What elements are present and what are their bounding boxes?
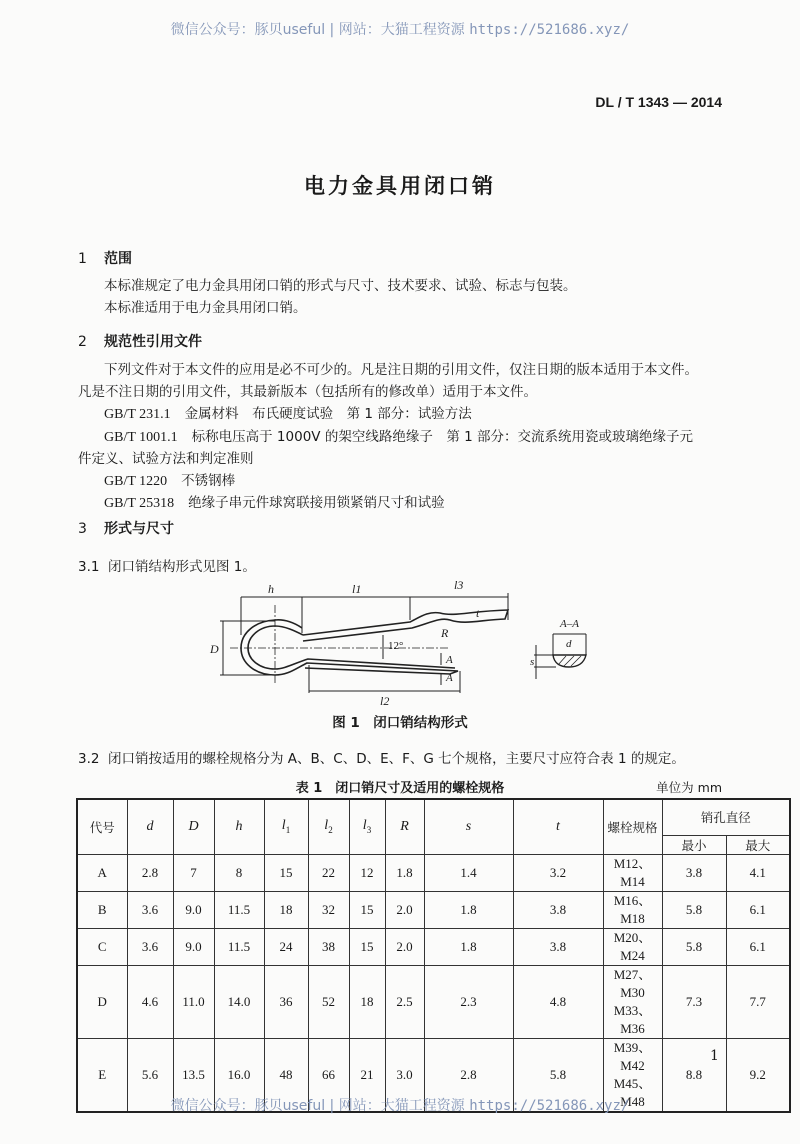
code-cell: E — [77, 1038, 127, 1112]
column-header: $l_2$ — [308, 799, 349, 854]
reference-continuation: 件定义、试验方法和判定准则 — [78, 451, 254, 467]
clause-number: 3.1 — [78, 559, 100, 575]
value-cell: 12 — [349, 854, 385, 891]
clause-number: 3.2 — [78, 751, 100, 767]
value-cell: 2.8 — [424, 1038, 513, 1112]
section-number: 1 — [78, 251, 87, 267]
value-cell: 1.8 — [424, 928, 513, 965]
bolt-spec: M39、M42 — [613, 1039, 652, 1073]
value-cell: 7.3 — [662, 965, 726, 1038]
table-row — [77, 965, 790, 1038]
bolt-spec: M45、M48 — [613, 1075, 652, 1109]
value-cell: 2.0 — [385, 928, 424, 965]
reference-item — [104, 402, 472, 423]
value-cell: 48 — [264, 1038, 308, 1112]
label-d-outer: D — [210, 642, 219, 656]
sub-header: 最大 — [726, 835, 790, 854]
reference-title: 绝缘子串元件球窝联接用锁紧销尺寸和试验 — [188, 495, 445, 511]
bolt-spec-cell — [603, 928, 662, 965]
value-cell: 7 — [173, 854, 214, 891]
value-cell: 5.6 — [127, 1038, 173, 1112]
section-title: 形式与尺寸 — [104, 521, 174, 537]
value-cell: 32 — [308, 891, 349, 928]
code-cell: A — [77, 854, 127, 891]
reference-title: 标称电压高于 1000V 的架空线路绝缘子 第 1 部分：交流系统用瓷或玻璃绝缘子元 — [191, 429, 693, 445]
paragraph: 本标准适用于电力金具用闭口销。 — [104, 300, 307, 316]
value-cell: 15 — [349, 891, 385, 928]
section-number: 2 — [78, 334, 87, 350]
column-header: 代号 — [77, 799, 127, 854]
value-cell: 52 — [308, 965, 349, 1038]
value-cell: 5.8 — [662, 891, 726, 928]
code-cell: B — [77, 891, 127, 928]
label-section-a-bottom: A — [446, 672, 453, 684]
value-cell: 9.0 — [173, 928, 214, 965]
group-header: 销孔直径 — [662, 799, 790, 835]
column-header: $l_3$ — [349, 799, 385, 854]
value-cell: 15 — [264, 854, 308, 891]
value-cell: 2.8 — [127, 854, 173, 891]
bolt-spec: M20、M24 — [613, 929, 652, 963]
value-cell: 8.8 — [662, 1038, 726, 1112]
watermark-url: https://521686.xyz/ — [469, 22, 630, 38]
bolt-spec-cell — [603, 965, 662, 1038]
bolt-spec: M16、M18 — [613, 892, 652, 926]
reference-code: GB/T 1001.1 — [104, 430, 178, 445]
watermark-text: 微信公众号：豚贝useful | 网站：大猫工程资源 — [170, 22, 470, 38]
table-unit: 单位为 mm — [656, 780, 722, 795]
value-cell: 11.5 — [214, 891, 264, 928]
sub-header: 最小 — [662, 835, 726, 854]
value-cell: 24 — [264, 928, 308, 965]
clause-text: 闭口销按适用的螺栓规格分为 A、B、C、D、E、F、G 七个规格，主要尺寸应符合表 1 的规定。 — [108, 751, 685, 767]
label-section-a-top: A — [446, 654, 453, 666]
bolt-spec: M27、M30 — [613, 966, 652, 1000]
value-cell: 11.5 — [214, 928, 264, 965]
value-cell: 9.2 — [726, 1038, 790, 1112]
code-cell: D — [77, 965, 127, 1038]
value-cell: 5.8 — [662, 928, 726, 965]
value-cell: 66 — [308, 1038, 349, 1112]
reference-code: GB/T 1220 — [104, 474, 168, 489]
value-cell: 3.6 — [127, 891, 173, 928]
section-2-heading — [78, 331, 202, 351]
section-title: 规范性引用文件 — [104, 334, 202, 350]
column-header: 螺栓规格 — [603, 799, 662, 854]
pin-outline — [241, 610, 508, 675]
value-cell: 3.6 — [127, 928, 173, 965]
value-cell: 4.6 — [127, 965, 173, 1038]
label-t: t — [476, 606, 480, 620]
clause-3-2 — [78, 747, 685, 767]
column-header: R — [385, 799, 424, 854]
reference-item — [104, 469, 235, 490]
value-cell: 21 — [349, 1038, 385, 1112]
page-number: 1 — [710, 1048, 719, 1064]
document-title: 电力金具用闭口销 — [304, 174, 496, 198]
value-cell: 8 — [214, 854, 264, 891]
label-d: d — [566, 638, 572, 650]
value-cell: 4.1 — [726, 854, 790, 891]
column-header: h — [214, 799, 264, 854]
table-row — [77, 891, 790, 928]
reference-code: GB/T 231.1 — [104, 407, 171, 422]
value-cell: 18 — [264, 891, 308, 928]
label-h: h — [268, 582, 274, 596]
paragraph: 本标准规定了电力金具用闭口销的形式与尺寸、技术要求、试验、标志与包装。 — [104, 278, 577, 294]
label-angle: 12° — [388, 640, 404, 652]
value-cell: 9.0 — [173, 891, 214, 928]
bolt-spec: M12、M14 — [613, 855, 652, 889]
watermark-top — [0, 19, 800, 39]
figure-1-drawing — [200, 575, 620, 715]
value-cell: 16.0 — [214, 1038, 264, 1112]
watermark-bottom — [0, 1095, 800, 1115]
column-header: s — [424, 799, 513, 854]
clause-text: 闭口销结构形式见图 1。 — [108, 559, 256, 575]
value-cell: 3.8 — [662, 854, 726, 891]
label-l3: l3 — [454, 578, 464, 592]
value-cell: 15 — [349, 928, 385, 965]
reference-title: 金属材料 布氏硬度试验 第 1 部分：试验方法 — [184, 406, 472, 422]
reference-item — [104, 425, 693, 446]
dimensions-table — [76, 798, 791, 1113]
value-cell: 2.0 — [385, 891, 424, 928]
code-cell: C — [77, 928, 127, 965]
value-cell: 22 — [308, 854, 349, 891]
table-title: 表 1 闭口销尺寸及适用的螺栓规格 — [295, 781, 505, 796]
value-cell: 3.8 — [513, 891, 603, 928]
column-header: d — [127, 799, 173, 854]
standard-number: DL / T 1343 — 2014 — [595, 94, 722, 110]
value-cell: 1.8 — [424, 891, 513, 928]
value-cell: 36 — [264, 965, 308, 1038]
section-title: 范围 — [104, 251, 132, 267]
value-cell: 3.0 — [385, 1038, 424, 1112]
value-cell: 2.3 — [424, 965, 513, 1038]
section-number: 3 — [78, 521, 87, 537]
value-cell: 13.5 — [173, 1038, 214, 1112]
table-row — [77, 854, 790, 891]
value-cell: 11.0 — [173, 965, 214, 1038]
column-header: t — [513, 799, 603, 854]
paragraph: 下列文件对于本文件的应用是必不可少的。凡是注日期的引用文件，仅注日期的版本适用于本文件。 — [104, 362, 698, 378]
value-cell: 6.1 — [726, 891, 790, 928]
reference-code: GB/T 25318 — [104, 496, 175, 511]
watermark-url: https://521686.xyz/ — [469, 1098, 630, 1114]
paragraph: 凡是不注日期的引用文件，其最新版本（包括所有的修改单）适用于本文件。 — [78, 384, 537, 400]
value-cell: 14.0 — [214, 965, 264, 1038]
bolt-spec-cell — [603, 891, 662, 928]
value-cell: 6.1 — [726, 928, 790, 965]
section-1-heading — [78, 248, 132, 268]
label-l2: l2 — [380, 694, 390, 708]
value-cell: 1.8 — [385, 854, 424, 891]
bolt-spec-cell — [603, 854, 662, 891]
value-cell: 38 — [308, 928, 349, 965]
label-s: s — [530, 656, 535, 668]
figure-caption: 图 1 闭口销结构形式 — [332, 715, 468, 731]
value-cell: 1.4 — [424, 854, 513, 891]
value-cell: 3.8 — [513, 928, 603, 965]
bolt-spec: M33、M36 — [613, 1002, 652, 1036]
value-cell: 3.2 — [513, 854, 603, 891]
table-row — [77, 928, 790, 965]
value-cell: 5.8 — [513, 1038, 603, 1112]
column-header: $l_1$ — [264, 799, 308, 854]
value-cell: 7.7 — [726, 965, 790, 1038]
column-header: D — [173, 799, 214, 854]
label-l1: l1 — [352, 582, 362, 596]
section-3-heading — [78, 518, 174, 538]
value-cell: 18 — [349, 965, 385, 1038]
watermark-text: 微信公众号：豚贝useful | 网站：大猫工程资源 — [170, 1098, 470, 1114]
value-cell: 4.8 — [513, 965, 603, 1038]
value-cell: 2.5 — [385, 965, 424, 1038]
reference-title: 不锈钢棒 — [181, 473, 236, 489]
label-r: R — [441, 626, 449, 640]
clause-3-1 — [78, 555, 256, 575]
reference-item — [104, 491, 445, 512]
label-section-aa: A–A — [560, 618, 579, 630]
